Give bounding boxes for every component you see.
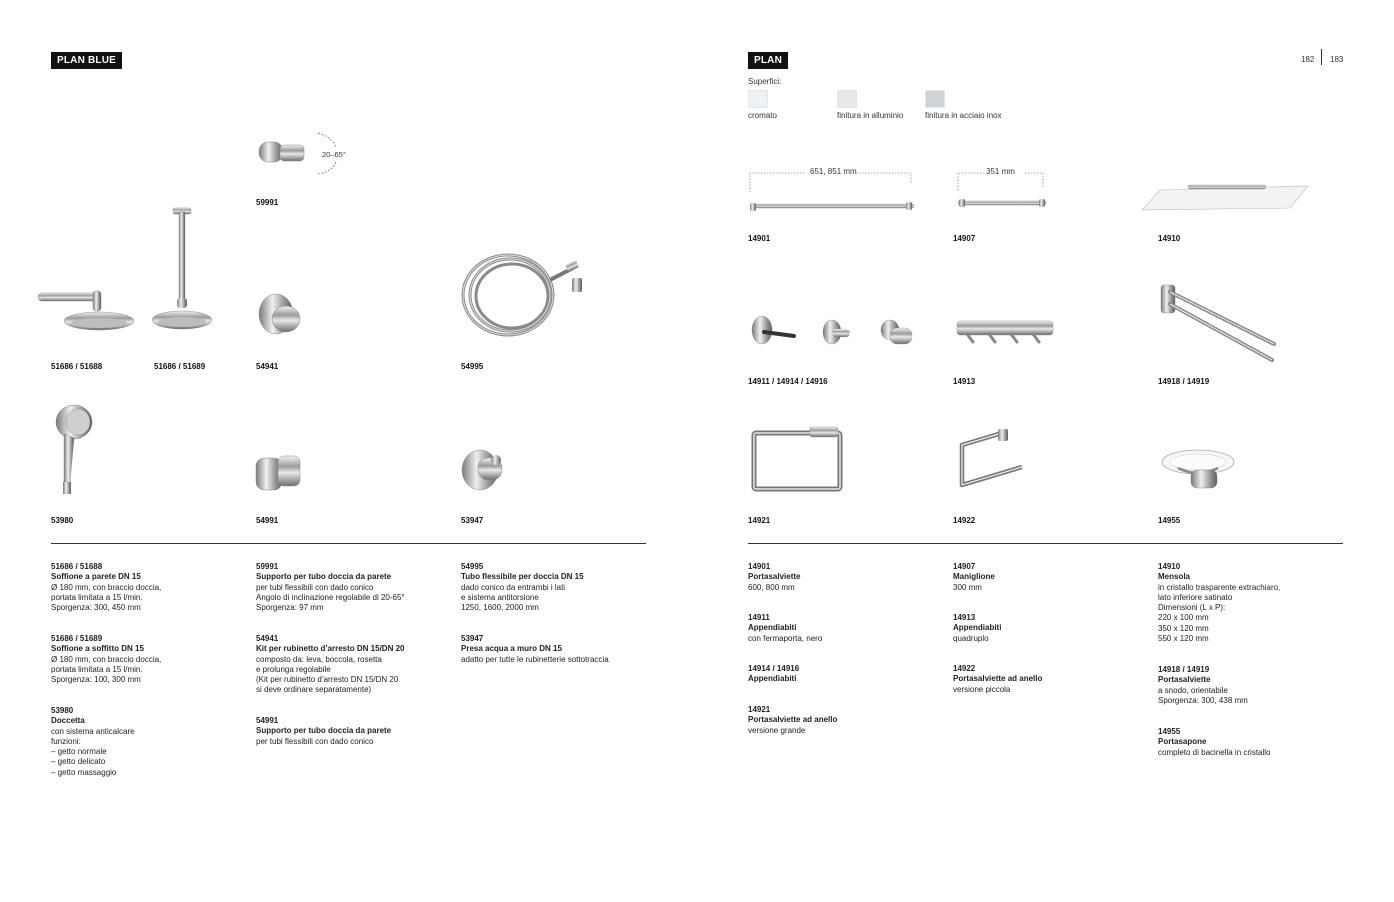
ceiling-shower-head-image — [150, 206, 220, 336]
description-title: Portasapone — [1158, 737, 1207, 747]
swatch-label: finitura in acciaio inox — [925, 111, 1002, 120]
description-line: 220 x 100 mm — [1158, 613, 1209, 623]
page-number-right: 183 — [1330, 55, 1344, 64]
description-item — [953, 664, 1148, 695]
swatch-aluminium — [837, 90, 857, 108]
product-code: 51686 / 51688 — [51, 362, 103, 371]
description-line: 350 x 120 mm — [1158, 623, 1209, 633]
description-line: Ø 180 mm, con braccio doccia, — [51, 654, 162, 664]
description-title: Soffione a soffitto DN 15 — [51, 644, 144, 654]
description-item — [461, 562, 651, 634]
description-code: 14914 / 14916 — [748, 664, 800, 673]
description-line: a snodo, orientabile — [1158, 685, 1228, 695]
swatch-stainless — [925, 90, 945, 108]
hooks-image — [750, 314, 920, 354]
rotation-angle-label: 20–65° — [322, 150, 346, 159]
description-line: Sporgenza: 97 mm — [256, 603, 324, 613]
section-divider — [748, 543, 1343, 544]
description-line: si deve ordinare separatamente) — [256, 685, 372, 695]
description-code: 51686 / 51688 — [51, 562, 103, 571]
product-code: 14913 — [953, 377, 976, 386]
description-line: 550 x 120 mm — [1158, 634, 1209, 644]
description-column-1 — [748, 562, 943, 736]
product-code: 14911 / 14914 / 14916 — [748, 377, 828, 386]
large-towel-ring-image — [750, 425, 845, 493]
description-code: 59991 — [256, 562, 279, 571]
description-code: 54991 — [256, 716, 279, 725]
section-tag-plan: PLAN — [748, 52, 788, 69]
description-line: Sporgenza: 300, 450 mm — [51, 603, 141, 613]
product-code: 14907 — [953, 234, 976, 243]
description-column-2 — [953, 562, 1148, 695]
product-code: 59991 — [256, 198, 279, 207]
description-column-2 — [256, 562, 456, 747]
description-code: 14901 — [748, 562, 771, 571]
description-line: lato inferiore satinato — [1158, 592, 1233, 602]
description-title: Portasalviette — [748, 572, 801, 582]
description-item — [256, 634, 456, 716]
stop-valve-kit-image — [256, 292, 306, 342]
description-line: quadruplo — [953, 633, 989, 643]
description-title: Soffione a parete DN 15 — [51, 572, 141, 582]
description-title: Tubo flessibile per doccia DN 15 — [461, 572, 584, 582]
description-code: 14921 — [748, 705, 771, 714]
product-code: 54991 — [256, 516, 279, 525]
description-column-3 — [1158, 562, 1343, 758]
page-number-left: 182 — [1301, 55, 1315, 64]
description-title: Presa acqua a muro DN 15 — [461, 644, 562, 654]
description-line: Angolo di inclinazione regolabile di 20-65° — [256, 592, 405, 602]
product-code: 53980 — [51, 516, 74, 525]
product-code: 14910 — [1158, 234, 1181, 243]
description-title: Supporto per tubo doccia da parete — [256, 726, 392, 736]
swatch-chrome — [748, 90, 768, 108]
description-item — [256, 562, 456, 634]
description-line: completo di bacinella in cristallo — [1158, 747, 1271, 757]
soap-dish-image — [1158, 444, 1243, 494]
description-title: Doccetta — [51, 716, 85, 726]
surfaces-label: Superfici: — [748, 77, 782, 86]
description-line: con sistema anticalcare — [51, 726, 135, 736]
flexible-hose-image — [458, 240, 588, 340]
description-item — [256, 716, 456, 747]
hand-shower-image — [50, 402, 100, 497]
description-line: Sporgenza: 300, 438 mm — [1158, 695, 1248, 705]
description-line: versione piccola — [953, 684, 1011, 694]
description-item — [51, 634, 246, 706]
description-title: Portasalviette ad anello — [748, 715, 838, 725]
description-line: – getto delicato — [51, 757, 106, 767]
description-line: adatto per tutte le rubinetterie sottotraccia — [461, 654, 609, 664]
description-code: 53980 — [51, 706, 74, 715]
product-code: 14901 — [748, 234, 771, 243]
quad-hooks-image — [955, 318, 1055, 346]
description-line: Ø 180 mm, con braccio doccia, — [51, 582, 162, 592]
description-line: composto da: leva, boccola, rosetta — [256, 654, 382, 664]
product-code: 54995 — [461, 362, 484, 371]
description-item — [748, 562, 943, 613]
description-title: Appendiabiti — [748, 623, 797, 633]
description-line: 600, 800 mm — [748, 582, 795, 592]
description-code: 14955 — [1158, 727, 1181, 736]
description-code: 14910 — [1158, 562, 1181, 571]
description-line: dado conico da entrambi i lati — [461, 582, 566, 592]
page-number-divider — [1321, 49, 1322, 65]
description-line: Dimensioni (L x P): — [1158, 603, 1226, 613]
description-line: – getto normale — [51, 747, 107, 757]
description-code: 53947 — [461, 634, 484, 643]
description-title: Mensola — [1158, 572, 1191, 582]
description-line: (Kit per rubinetto d’arresto DN 15/DN 20 — [256, 675, 399, 685]
description-code: 14907 — [953, 562, 976, 571]
wall-shower-head-image — [36, 285, 136, 335]
description-code: 54995 — [461, 562, 484, 571]
description-item — [51, 562, 246, 634]
description-line: – getto massaggio — [51, 767, 117, 777]
description-item — [953, 613, 1148, 664]
description-title: Appendiabiti — [953, 623, 1002, 633]
swivel-towel-bar-image — [1158, 282, 1283, 367]
swatch-label: cromato — [748, 111, 777, 120]
description-column-1 — [51, 562, 246, 778]
description-line: Sporgenza: 100, 300 mm — [51, 675, 141, 685]
dimension-label: 651, 851 mm — [810, 167, 857, 176]
description-item — [1158, 665, 1343, 727]
description-line: portata limitata a 15 l/min. — [51, 664, 143, 674]
description-code: 14913 — [953, 613, 976, 622]
description-item — [748, 705, 943, 736]
small-towel-ring-image — [952, 425, 1032, 493]
description-line: in cristallo trasparente extrachiaro, — [1158, 582, 1281, 592]
description-item — [1158, 727, 1343, 758]
description-line: 300 mm — [953, 582, 982, 592]
product-code: 14955 — [1158, 516, 1181, 525]
description-code: 14922 — [953, 664, 976, 673]
description-line: versione grande — [748, 725, 806, 735]
product-code: 54941 — [256, 362, 279, 371]
description-line: 1250, 1600, 2000 mm — [461, 603, 539, 613]
description-line: per tubi flessibili con dado conico — [256, 582, 374, 592]
description-title: Portasalviette — [1158, 675, 1211, 685]
section-tag-plan-blue: PLAN BLUE — [51, 52, 122, 69]
swatch-label: finitura in alluminio — [837, 111, 904, 120]
description-code: 14918 / 14919 — [1158, 665, 1210, 674]
description-title: Portasalviette ad anello — [953, 674, 1043, 684]
product-code: 14921 — [748, 516, 771, 525]
description-title: Maniglione — [953, 572, 995, 582]
description-item — [1158, 562, 1343, 665]
description-item — [748, 664, 943, 705]
description-code: 54941 — [256, 634, 279, 643]
description-line: per tubi flessibili con dado conico — [256, 736, 374, 746]
product-code: 14922 — [953, 516, 976, 525]
description-code: 14911 — [748, 613, 770, 622]
wall-holder-image — [254, 452, 304, 497]
description-line: con fermaporta, nero — [748, 633, 823, 643]
description-item — [953, 562, 1148, 613]
description-line: e prolunga regolabile — [256, 664, 331, 674]
description-item — [461, 634, 651, 665]
description-item — [51, 706, 246, 778]
description-line: e sistema antitorsione — [461, 592, 539, 602]
product-code: 53947 — [461, 516, 484, 525]
description-line: portata limitata a 15 l/min. — [51, 592, 143, 602]
description-item — [748, 613, 943, 664]
description-title: Kit per rubinetto d’arresto DN 15/DN 20 — [256, 644, 405, 654]
dimension-label: 351 mm — [986, 167, 1015, 176]
description-code: 51686 / 51689 — [51, 634, 103, 643]
glass-shelf-image — [1140, 178, 1312, 214]
product-code: 51686 / 51689 — [154, 362, 206, 371]
section-divider — [51, 543, 646, 544]
wall-outlet-image — [460, 446, 510, 494]
product-code: 14918 / 14919 — [1158, 377, 1210, 386]
description-line: funzioni: — [51, 736, 81, 746]
description-title: Appendiabiti — [748, 674, 797, 684]
description-title: Supporto per tubo doccia da parete — [256, 572, 392, 582]
description-column-3 — [461, 562, 651, 665]
